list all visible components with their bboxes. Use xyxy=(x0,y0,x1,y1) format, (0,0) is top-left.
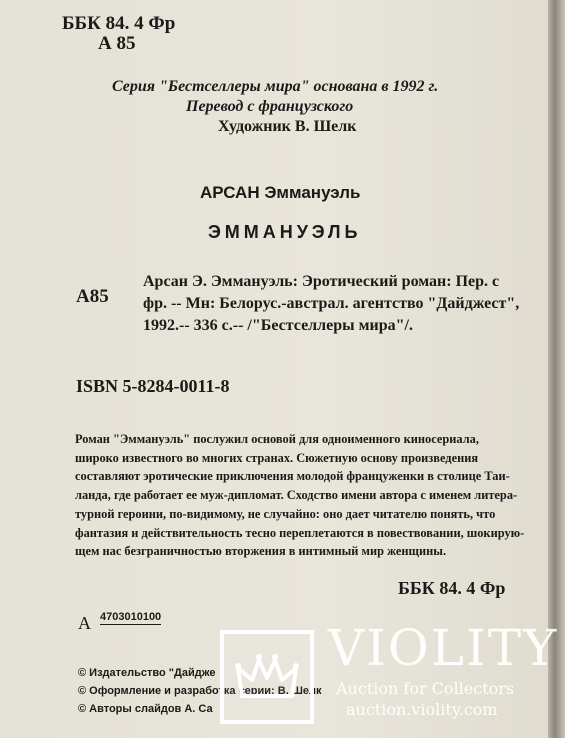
biblio-line: 1992.-- 336 с.-- /"Бестселлеры мира"/. xyxy=(143,317,413,334)
bbk-classification-bottom: ББК 84. 4 Фр xyxy=(398,578,506,598)
bibliographic-record xyxy=(143,271,521,337)
code-number: 4703010100 xyxy=(100,611,162,623)
annotation-line: широко известного во многих странах. Сюжетную основу произведения xyxy=(75,450,479,465)
annotation-line: турной героини, по-видимому, не случайно: оно дает читателю понять, что xyxy=(75,506,496,521)
book-title: ЭММАНУЭЛЬ xyxy=(208,222,362,242)
artist-credit: Художник В. Шелк xyxy=(218,118,357,135)
isbn: ISBN 5-8284-0011-8 xyxy=(76,376,230,396)
crown-icon xyxy=(224,634,310,720)
catalog-code: А85 xyxy=(76,286,109,307)
series-note: Серия "Бестселлеры мира" основана в 1992 г. xyxy=(112,78,439,95)
copyright-line: © Авторы слайдов А. Са xyxy=(78,703,213,715)
annotation-line: Роман "Эммануэль" послужил основой для одноименного киносериала, xyxy=(75,432,479,446)
book-author: АРСАН Эммануэль xyxy=(200,183,361,202)
biblio-line: Арсан Э. Эммануэль: Эротический роман: Пер. с xyxy=(143,273,500,290)
copyright-line: © Оформление и разработка серии: В. Шелк xyxy=(78,685,322,697)
annotation-line: фантазия и действительность тесно переплетаются в повествовании, шокирую- xyxy=(75,525,525,540)
copyright-line: © Издательство "Дайдже xyxy=(78,667,216,679)
annotation-line: составляют эротические приключения молодой француженки в столице Таи- xyxy=(75,469,510,484)
author-code: А 85 xyxy=(98,33,136,54)
watermark-url: auction.violity.com xyxy=(346,700,498,719)
watermark-name: VIOLITY xyxy=(328,619,559,677)
code-letter: А xyxy=(78,613,91,633)
watermark-logo-box xyxy=(220,630,314,724)
biblio-line: фр. -- Мн: Белорус.-австрал. агентство "Дайджест", xyxy=(143,295,520,312)
annotation-line: ланда, где работает ее муж-дипломат. Сходство имени автора с именем литера- xyxy=(75,488,518,503)
bbk-classification: ББК 84. 4 Фр xyxy=(62,13,176,34)
annotation-line: щем нас безграничностью вторжения в интимный мир женщины. xyxy=(75,544,447,559)
translation-note: Перевод с французского xyxy=(186,98,354,115)
watermark-tagline: Auction for Collectors xyxy=(336,679,515,698)
annotation xyxy=(75,430,523,561)
